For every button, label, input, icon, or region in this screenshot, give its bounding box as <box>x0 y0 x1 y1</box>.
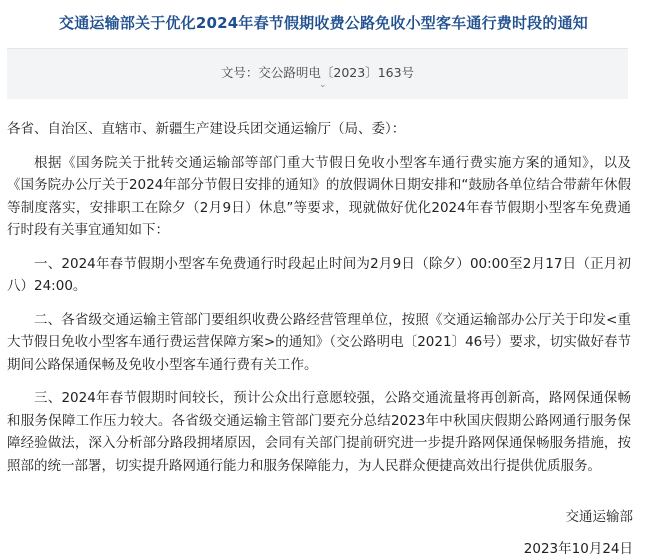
chevron-down-icon[interactable]: ⌄ <box>319 80 327 90</box>
paragraph-item-2: 二、各省级交通运输主管部门要组织收费公路经营管理单位，按照《交通运输部办公厅关于印发<重大节假日免收小型客车通行费运营保障方案>的通知》（交公路明电〔2021〕46号）要求，切实做好春节期间公路保通保畅及免收小型客车通行费有关工作。 <box>7 311 631 373</box>
paragraph-item-3: 三、2024年春节假期时间较长，预计公众出行意愿较强，公路交通流量将再创新高，路网保通保畅和服务保障工作压力较大。各省级交通运输主管部门要充分总结2023年中秋国庆假期公路网通行服务保障经验做法，深入分析部分路段拥堵原因，会同有关部门提前研究进一步提升路网保通保畅服务措施，按照部的统一部署，切实提升路网通行能力和服务保障能力，为人民群众便捷高效出行提供优质服务。 <box>7 390 631 474</box>
paragraph-item-1: 一、2024年春节假期小型客车免费通行时段起止时间为2月9日（除夕）00:00至2月17日（正月初八）24:00。 <box>7 255 631 294</box>
signature-date: 2023年10月24日 <box>523 541 633 557</box>
notice-title: 交通运输部关于优化2024年春节假期收费公路免收小型客车通行费时段的通知 <box>59 14 588 32</box>
doc-number-panel[interactable] <box>7 48 628 99</box>
notice-body <box>7 118 631 488</box>
salutation: 各省、自治区、直辖市、新疆生产建设兵团交通运输厅（局、委）： <box>7 121 406 137</box>
doc-number: 文号：交公路明电〔2023〕163号 <box>220 65 415 80</box>
paragraph-intro: 根据《国务院关于批转交通运输部等部门重大节假日免收小型客车通行费实施方案的通知》，以及《国务院办公厅关于2024年部分节假日安排的通知》的放假调休日期安排和“鼓励各单位结合带薪年休假等制度落实，安排职工在除夕（2月9日）休息”等要求，现就做好优化2024年春节假期小型客车免费通行时段有关事宜通知如下： <box>7 154 631 238</box>
signature-organization: 交通运输部 <box>565 509 633 525</box>
